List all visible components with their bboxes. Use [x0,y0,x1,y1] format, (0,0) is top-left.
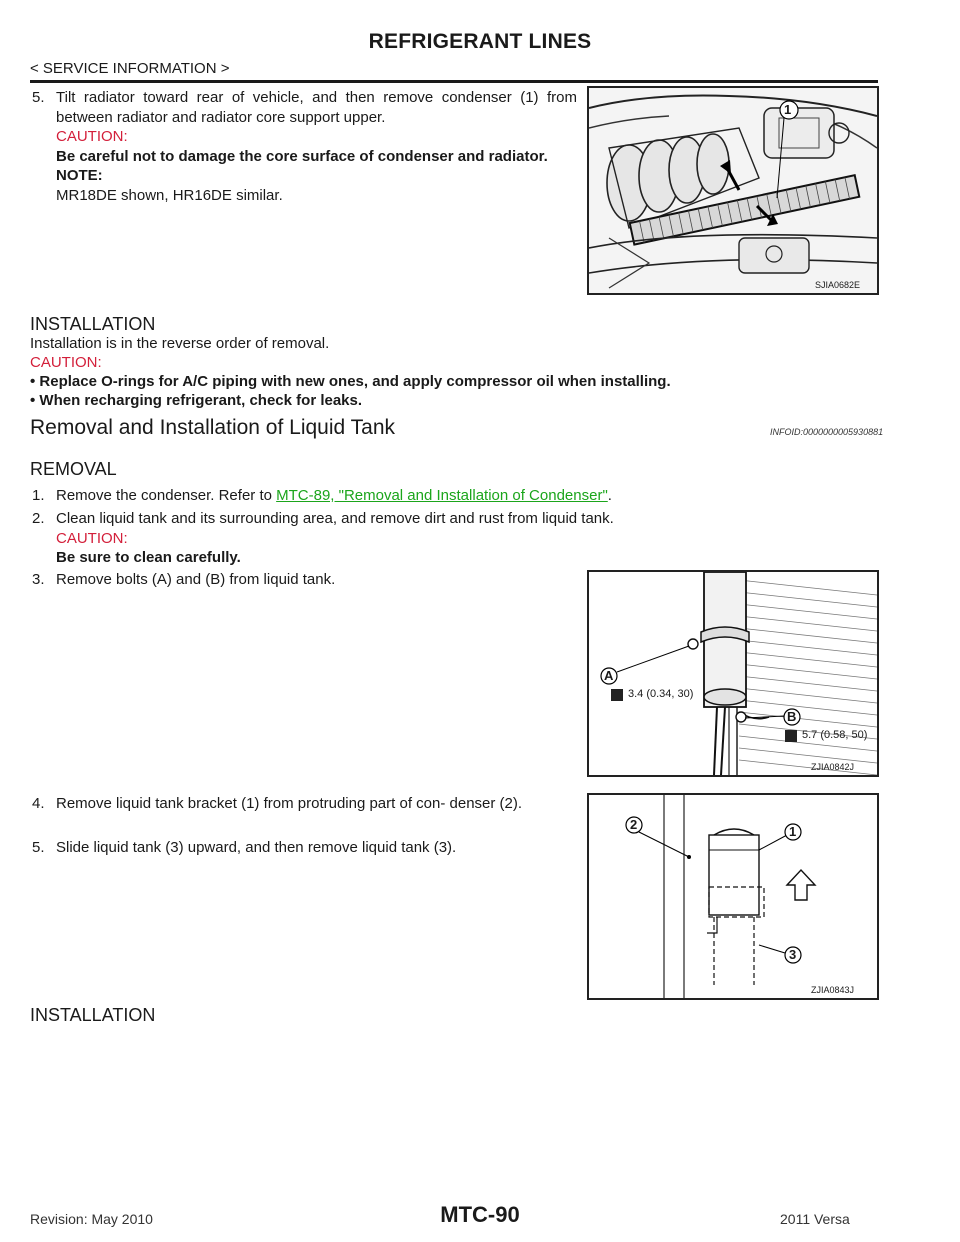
header-rule [30,80,878,83]
removal-step-5 [32,838,456,858]
caution-bullet-orings: • Replace O-rings for A/C piping with new ones, and apply compressor oil when installing. [30,373,671,390]
callout-b: B [787,709,797,724]
footer-model: 2011 Versa [780,1211,850,1227]
step-text: Tilt radiator toward rear of vehicle, and then remove condenser (1) from between radiator and radiator core support upper. [56,89,577,126]
callout-2: 2 [630,817,638,832]
figure-code: ZJIA0842J [811,762,855,772]
callout-1: 1 [784,102,792,117]
callout-1: 1 [789,824,797,839]
step-5-remove-condenser [32,88,577,205]
condenser-reference-link[interactable]: MTC-89, "Removal and Installation of Condenser" [276,487,608,504]
removal-step-3 [32,570,335,590]
step-text: Clean liquid tank and its surrounding area, and remove dirt and rust from liquid tank. [56,510,614,527]
installation-text: Installation is in the reverse order of removal. [30,335,330,352]
removal-step-4 [32,794,577,814]
step-text: Remove liquid tank bracket (1) from protruding part of con- denser (2). [56,795,523,812]
caution-text: Be careful not to damage the core surface of condenser and radiator. [56,147,548,165]
installation-heading-2: INSTALLATION [30,1005,156,1025]
callout-3: 3 [789,947,797,962]
note-text: MR18DE shown, HR16DE similar. [56,186,283,204]
removal-step-2 [32,509,614,568]
removal-heading: REMOVAL [30,459,117,479]
step-text: Remove bolts (A) and (B) from liquid tank. [56,571,336,588]
engine-bay-illustration [589,88,877,293]
figure-condenser-removal [587,86,879,295]
installation-heading: INSTALLATION [30,314,156,334]
figure-liquid-tank-bolts [587,570,879,777]
caution-bullet-leaks: • When recharging refrigerant, check for leaks. [30,392,363,409]
figure-code: SJIA0682E [815,280,861,290]
liquid-tank-illustration [589,572,877,775]
footer-page-number: MTC-90 [440,1202,520,1227]
step-number: 5. [32,89,45,106]
step-number: 1. [32,487,45,504]
info-id: INFOID:0000000005930881 [770,427,884,437]
section-title: Removal and Installation of Liquid Tank [30,416,396,439]
caution-text: Be sure to clean carefully. [56,549,241,566]
torque-spec-b: 5.7 (0.58, 50) [802,729,868,741]
step-number: 3. [32,571,45,588]
step-text: Slide liquid tank (3) upward, and then remove liquid tank (3). [56,839,457,856]
footer-revision: Revision: May 2010 [30,1211,153,1227]
step-number: 2. [32,510,45,527]
step-text-end: . [607,487,612,504]
service-info-breadcrumb: < SERVICE INFORMATION > [30,60,230,77]
removal-step-1 [32,486,612,506]
step-number: 5. [32,839,45,856]
caution-label: CAUTION: [30,354,102,371]
figure-code: ZJIA0843J [811,985,855,995]
note-label: NOTE: [56,167,103,184]
caution-label: CAUTION: [56,128,128,145]
step-text: Remove the condenser. Refer to [56,487,277,504]
step-number: 4. [32,795,45,812]
page-title: REFRIGERANT LINES [368,30,592,53]
figure-liquid-tank-bracket [587,793,879,1000]
caution-label: CAUTION: [56,529,128,547]
torque-spec-a: 3.4 (0.34, 30) [628,688,694,700]
callout-a: A [604,668,614,683]
